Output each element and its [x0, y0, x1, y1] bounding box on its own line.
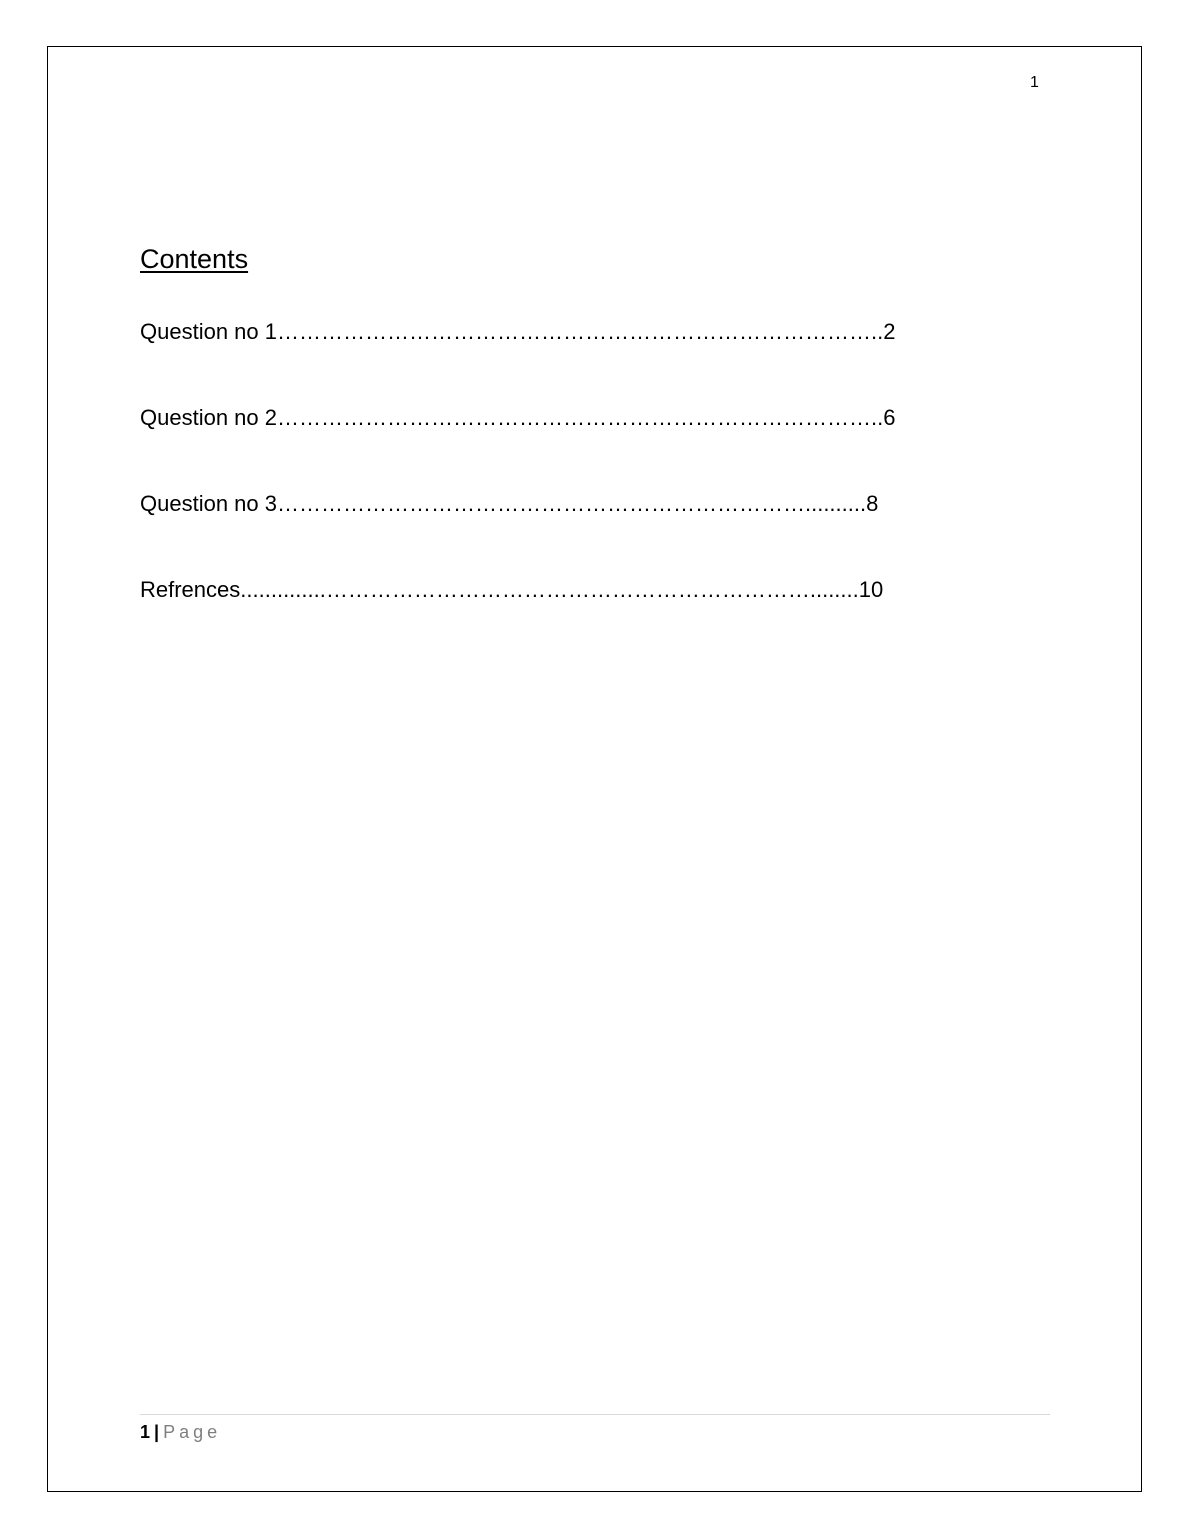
- contents-heading: Contents: [140, 244, 249, 274]
- footer-divider: [140, 1414, 1050, 1415]
- toc-entry-label: Refrences: [140, 577, 241, 602]
- toc-entry-page: 10: [858, 577, 884, 602]
- toc-entry-page: 2: [883, 319, 896, 344]
- page-footer: [140, 1420, 221, 1444]
- toc-entry-label: Question no 2: [140, 405, 277, 430]
- table-of-contents: [140, 316, 896, 660]
- toc-entry-leader: ………………………………………………………………..........: [276, 491, 867, 516]
- footer-page-label: Page: [163, 1422, 222, 1442]
- toc-entry-page: 6: [883, 405, 896, 430]
- toc-entry-question-3[interactable]: [140, 488, 879, 520]
- footer-separator: |: [154, 1422, 160, 1442]
- toc-entry-leader: ..............…………………………………………………………........: [240, 577, 859, 602]
- toc-entry-question-2[interactable]: [140, 402, 896, 434]
- toc-entry-page: 8: [866, 491, 879, 516]
- toc-entry-question-1[interactable]: [140, 316, 896, 348]
- toc-entry-leader: ………………………………………………………………………..: [276, 319, 884, 344]
- toc-entry-leader: ………………………………………………………………………..: [276, 405, 884, 430]
- header-page-number: 1: [1030, 74, 1039, 91]
- footer-page-number: 1: [140, 1422, 151, 1442]
- toc-entry-references[interactable]: [140, 574, 884, 606]
- toc-entry-label: Question no 3: [140, 491, 277, 516]
- toc-entry-label: Question no 1: [140, 319, 277, 344]
